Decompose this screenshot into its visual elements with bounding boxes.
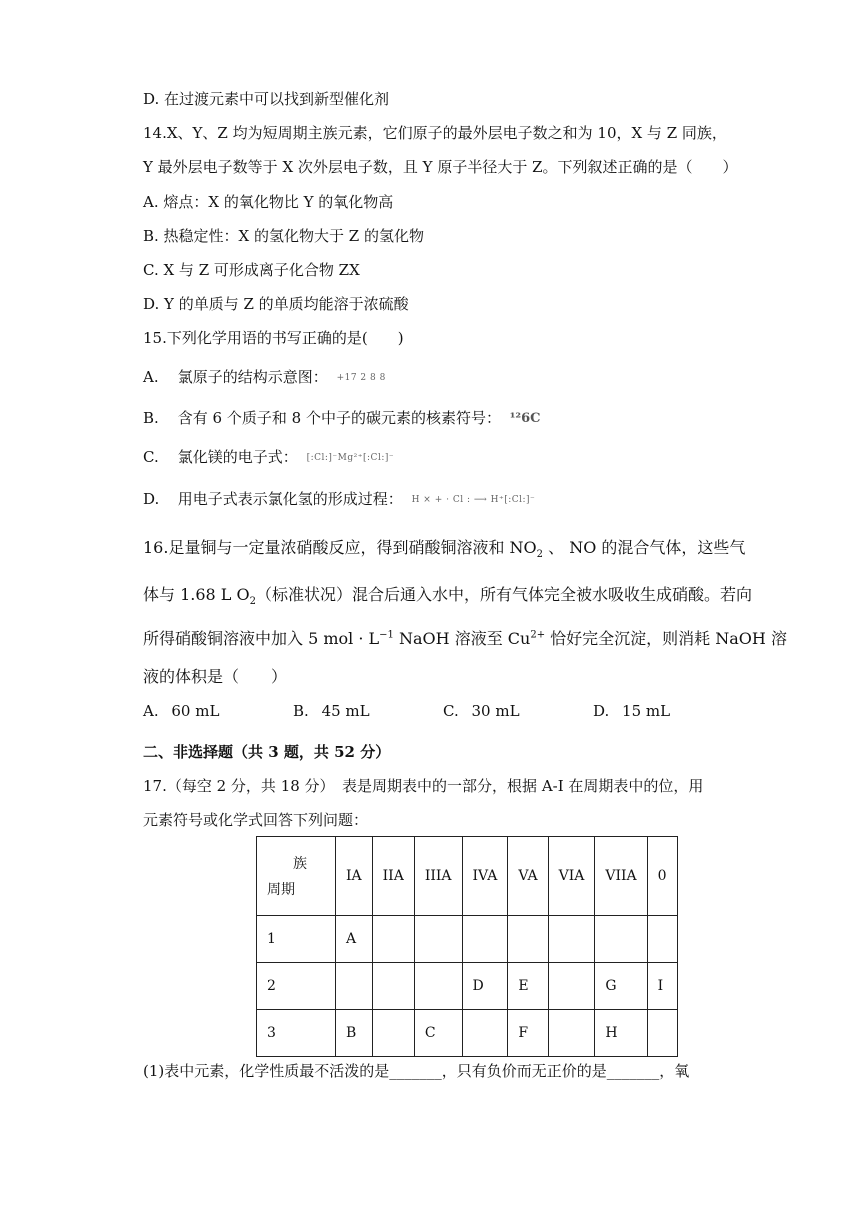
- q16-line3: [143, 626, 787, 649]
- text: 所得硝酸铜溶液中加入 5 mol · L: [143, 629, 380, 648]
- element-cell: [548, 963, 595, 1010]
- option-label: A.: [143, 702, 159, 720]
- text: 16.足量铜与一定量浓硝酸反应，得到硝酸铜溶液和 NO: [143, 538, 537, 557]
- q14-stem-line2: Y 最外层电子数等于 X 次外层电子数，且 Y 原子半径大于 Z。下列叙述正确的是（ ）: [143, 158, 738, 176]
- q16-option-c: [443, 702, 520, 720]
- table-row: [257, 916, 678, 963]
- option-label: B.: [293, 702, 309, 720]
- q13-option-d: D. 在过渡元素中可以找到新型催化剂: [143, 90, 390, 108]
- element-cell: [548, 916, 595, 963]
- group-header: IIA: [372, 837, 414, 916]
- element-cell: [647, 916, 677, 963]
- option-text: 氯化镁的电子式：: [177, 448, 298, 466]
- text: 恰好完全沉淀，则消耗 NaOH 溶: [545, 629, 787, 648]
- q15-option-b: [143, 407, 541, 430]
- text: 体与 1.68 L O: [143, 585, 250, 604]
- element-cell: H: [595, 1010, 647, 1057]
- q15-option-d: [143, 488, 535, 511]
- option-label: B.: [143, 409, 159, 427]
- q14-option-a: A. 熔点：X 的氧化物比 Y 的氧化物高: [143, 193, 394, 211]
- q16-option-a: [143, 702, 219, 720]
- option-value: 30 mL: [471, 702, 520, 720]
- header-period-label: 周期: [267, 882, 295, 898]
- header-corner-cell: [257, 837, 336, 916]
- electron-formula-mgcl2: [:Cl:]⁻Mg²⁺[:Cl:]⁻: [306, 453, 395, 463]
- subscript: 2: [249, 596, 257, 608]
- nuclide-symbol: ¹²6C: [509, 411, 541, 426]
- group-header: IIIA: [414, 837, 462, 916]
- periodic-table-fragment: [256, 836, 678, 1057]
- option-text: 氯原子的结构示意图：: [177, 368, 328, 386]
- period-cell: 2: [257, 963, 336, 1010]
- q14-option-b: B. 热稳定性：X 的氢化物大于 Z 的氢化物: [143, 227, 424, 245]
- table-row: [257, 963, 678, 1010]
- element-cell: [372, 1010, 414, 1057]
- element-cell: C: [414, 1010, 462, 1057]
- group-header: VA: [508, 837, 548, 916]
- element-cell: [647, 1010, 677, 1057]
- group-header: IA: [336, 837, 373, 916]
- electron-formula-hcl: H × + · Cl : ⟶ H⁺[:Cl:]⁻: [411, 495, 536, 505]
- q16-option-b: [293, 702, 370, 720]
- element-cell: A: [336, 916, 373, 963]
- q17-stem-line1: 17.（每空 2 分，共 18 分） 表是周期表中的一部分，根据 A-I 在周期表中的位，用: [143, 777, 704, 795]
- element-cell: E: [508, 963, 548, 1010]
- q16-line4: 液的体积是（ ）: [143, 667, 288, 686]
- q14-stem-line1: 14.X、Y、Z 均为短周期主族元素，它们原子的最外层电子数之和为 10，X 与 Z 同族，: [143, 124, 727, 142]
- element-cell: [336, 963, 373, 1010]
- q15-option-a: [143, 366, 386, 389]
- q14-option-c: C. X 与 Z 可形成离子化合物 ZX: [143, 261, 360, 279]
- option-text: 用电子式表示氯化氢的形成过程：: [177, 490, 403, 508]
- q17-stem-line2: 元素符号或化学式回答下列问题：: [143, 811, 369, 829]
- q16-line1: [143, 535, 745, 560]
- element-cell: [508, 916, 548, 963]
- superscript: 2+: [530, 629, 546, 641]
- element-cell: G: [595, 963, 647, 1010]
- group-header: IVA: [462, 837, 508, 916]
- element-cell: [462, 1010, 508, 1057]
- option-value: 15 mL: [622, 702, 671, 720]
- header-group-label: 族: [293, 856, 307, 872]
- option-label: D.: [143, 490, 160, 508]
- element-cell: F: [508, 1010, 548, 1057]
- q17-sub1: (1)表中元素，化学性质最不活泼的是_______，只有负价而无正价的是_______，氧: [143, 1062, 690, 1080]
- group-header: VIIA: [595, 837, 647, 916]
- group-header: 0: [647, 837, 677, 916]
- element-cell: [372, 916, 414, 963]
- group-header: VIA: [548, 837, 595, 916]
- q15-stem: 15.下列化学用语的书写正确的是( ): [143, 329, 404, 347]
- element-cell: [462, 916, 508, 963]
- element-cell: I: [647, 963, 677, 1010]
- table-header-row: [257, 837, 678, 916]
- period-cell: 1: [257, 916, 336, 963]
- text: 、 NO 的混合气体，这些气: [543, 538, 746, 557]
- q15-option-c: [143, 446, 394, 469]
- element-cell: B: [336, 1010, 373, 1057]
- q14-option-d: D. Y 的单质与 Z 的单质均能溶于浓硫酸: [143, 295, 409, 313]
- q16-line2: [143, 582, 752, 607]
- option-label: C.: [443, 702, 459, 720]
- element-cell: [414, 963, 462, 1010]
- option-value: 45 mL: [321, 702, 370, 720]
- option-text: 含有 6 个质子和 8 个中子的碳元素的核素符号：: [177, 409, 501, 427]
- option-value: 60 mL: [171, 702, 220, 720]
- element-cell: [548, 1010, 595, 1057]
- period-cell: 3: [257, 1010, 336, 1057]
- table-row: [257, 1010, 678, 1057]
- option-label: A.: [143, 368, 159, 386]
- element-cell: [372, 963, 414, 1010]
- element-cell: D: [462, 963, 508, 1010]
- superscript: −1: [379, 629, 394, 641]
- atom-structure-diagram: +17 2 8 8: [336, 373, 386, 383]
- subscript: 2: [536, 549, 544, 561]
- option-label: C.: [143, 448, 159, 466]
- text: NaOH 溶液至 Cu: [393, 629, 531, 648]
- element-cell: [595, 916, 647, 963]
- text: （标准状况）混合后通入水中，所有气体完全被水吸收生成硝酸。若向: [256, 585, 753, 604]
- element-cell: [414, 916, 462, 963]
- q16-option-d: [593, 702, 670, 720]
- option-label: D.: [593, 702, 610, 720]
- section-heading: 二、非选择题（共 3 题，共 52 分）: [143, 743, 391, 761]
